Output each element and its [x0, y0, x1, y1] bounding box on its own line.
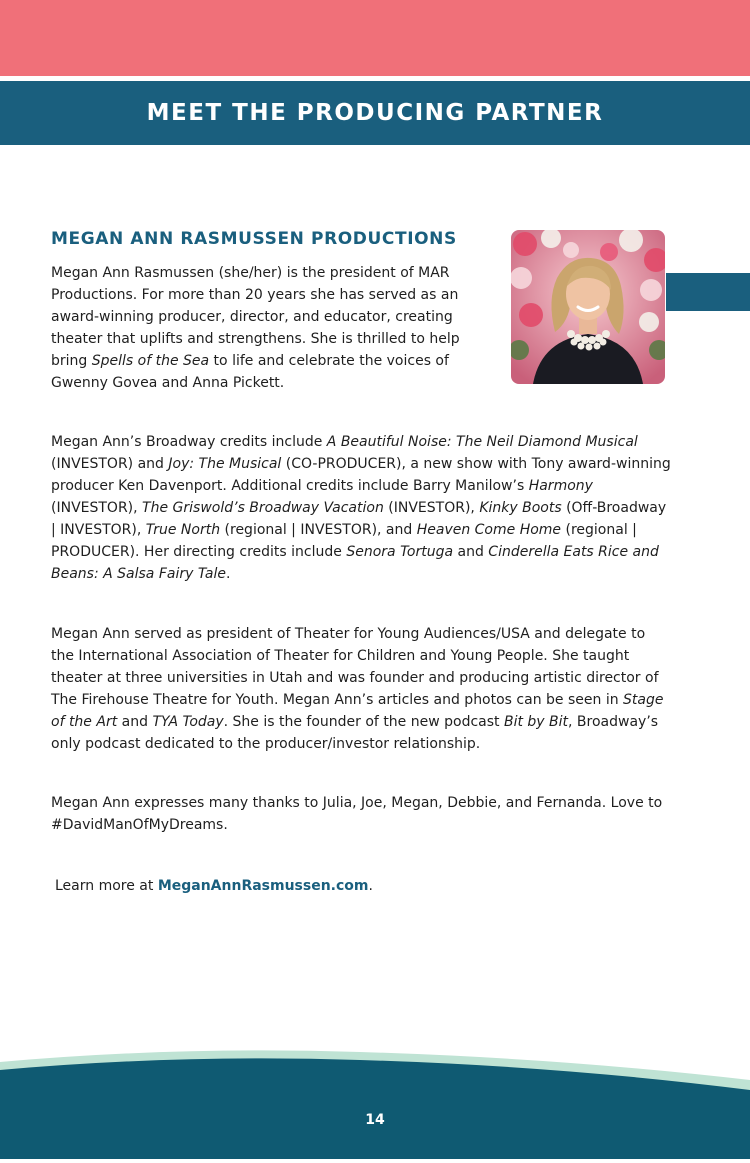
- podcast-title: Bit by Bit: [503, 714, 569, 730]
- bio-paragraph-intro: [51, 262, 499, 394]
- bio-paragraph-credits: [51, 431, 671, 585]
- learn-more-prefix: Learn more at: [55, 878, 158, 894]
- text-segment: , Broadway’s only podcast dedicated to the producer/investor relationship.: [51, 714, 659, 752]
- text-segment: (INVESTOR) and: [51, 456, 169, 472]
- learn-more-suffix: .: [368, 878, 373, 894]
- page-title: MEET THE PRODUCING PARTNER: [146, 100, 604, 126]
- text-segment: Megan Ann’s Broadway credits include: [51, 434, 327, 450]
- top-pink-band: [0, 0, 750, 76]
- footer-wave: [0, 1040, 750, 1159]
- show-title: Spells of the Sea: [91, 353, 210, 369]
- show-title: A Beautiful Noise: The Neil Diamond Musical: [326, 434, 638, 450]
- text-segment: to life and celebrate the voices of Gwenny Govea and Anna Pickett.: [51, 353, 449, 391]
- side-accent-tab: [666, 273, 750, 311]
- text-segment: and: [117, 714, 153, 730]
- text-segment: (regional | PRODUCER). Her directing credits include: [51, 522, 637, 560]
- title-bar: [0, 81, 750, 145]
- show-title: True North: [145, 522, 221, 538]
- website-link[interactable]: MeganAnnRasmussen.com: [157, 878, 369, 894]
- publication-title: Stage of the Art: [51, 692, 664, 730]
- text-segment: . She is the founder of the new podcast: [223, 714, 504, 730]
- text-segment: .: [226, 566, 231, 582]
- text-segment: (INVESTOR),: [383, 500, 480, 516]
- show-title: Joy: The Musical: [168, 456, 282, 472]
- section-heading: MEGAN ANN RASMUSSEN PRODUCTIONS: [51, 229, 457, 249]
- page-number: 14: [365, 1112, 385, 1128]
- publication-title: TYA Today: [152, 714, 224, 730]
- text-segment: (INVESTOR),: [51, 500, 143, 516]
- text-segment: (Off-Broadway | INVESTOR),: [51, 500, 667, 538]
- text-segment: Megan Ann expresses many thanks to Julia, Joe, Megan, Debbie, and Fernanda. Love to #DavidManOfMyDreams.: [51, 795, 663, 833]
- portrait-photo: [511, 230, 665, 384]
- text-segment: (regional | INVESTOR), and: [220, 522, 417, 538]
- bio-paragraph-thanks: [51, 792, 671, 836]
- show-title: Kinky Boots: [479, 500, 562, 516]
- show-title: Cinderella Eats Rice and Beans: A Salsa Fairy Tale: [51, 544, 659, 582]
- show-title: Heaven Come Home: [416, 522, 562, 538]
- text-segment: Megan Ann served as president of Theater for Young Audiences/USA and delegate to the International Association of Theater for Children and Young People. She taught theater at three universities in Utah and was founder and producing artistic director of The Firehouse Theatre for Youth. Megan Ann’s articles and photos can be seen in: [51, 626, 659, 708]
- show-title: Senora Tortuga: [346, 544, 454, 560]
- text-segment: Megan Ann Rasmussen (she/her) is the president of MAR Productions. For more than 20 years she has served as an award-winning producer, director, and educator, creating theater that uplifts and strengthens. She is thrilled to help bring: [51, 265, 460, 369]
- text-segment: (CO-PRODUCER), a new show with Tony award-winning producer Ken Davenport. Additional credits include Barry Manilow’s: [51, 456, 671, 494]
- show-title: Harmony: [528, 478, 593, 494]
- bio-paragraph-education: [51, 623, 671, 755]
- show-title: The Griswold’s Broadway Vacation: [142, 500, 384, 516]
- learn-more-line: [55, 875, 675, 897]
- text-segment: and: [453, 544, 489, 560]
